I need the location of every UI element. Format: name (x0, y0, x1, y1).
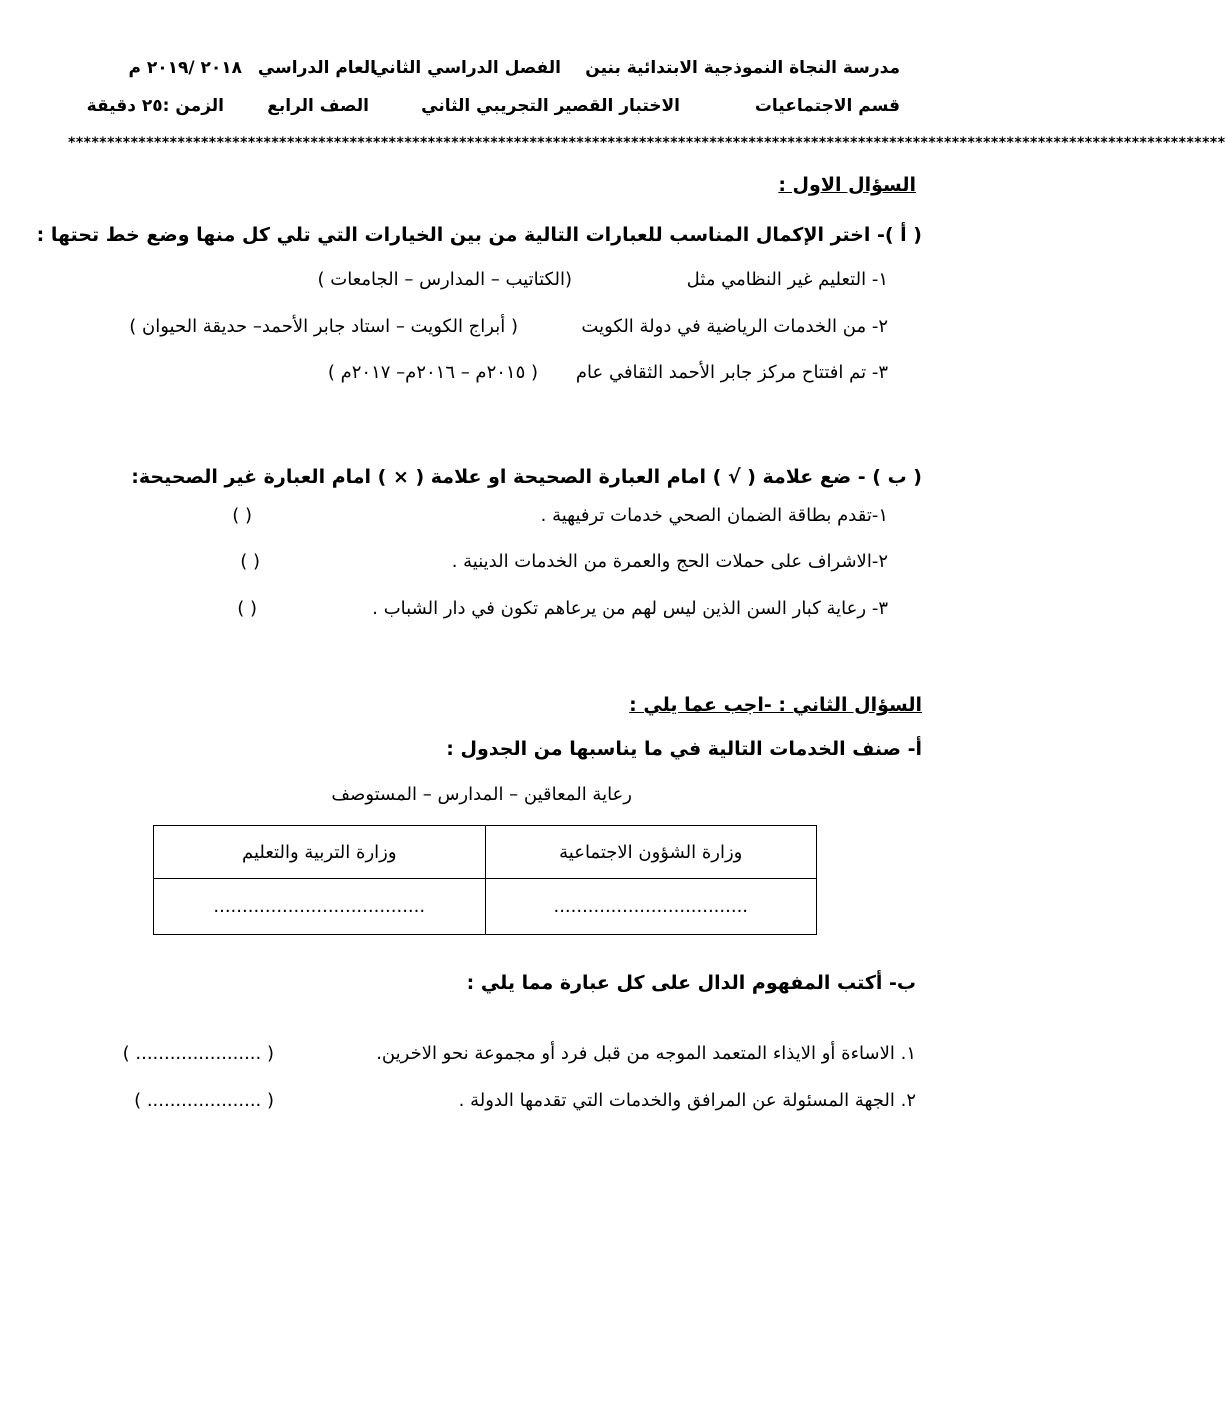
department-label: قسم الاجتماعيات (754, 96, 900, 116)
question-2-title: السؤال الثاني : -اجب عما يلي : (629, 694, 922, 716)
table-blank-social-affairs[interactable]: .................................. (485, 879, 817, 935)
question-2b-item-1: ١. الاساءة أو الايذاء المتعمد الموجه من قبل فرد أو مجموعة نحو الاخرين. (376, 1043, 916, 1064)
question-2b-item-1-answer[interactable]: ( ...................... ) (122, 1043, 274, 1064)
table-header-row (154, 826, 817, 879)
question-1a-instruction: ( أ )- اختر الإكمال المناسب للعبارات التالية من بين الخيارات التي تلي كل منها وضع خط تحتها : (36, 224, 922, 246)
question-2a-instruction: أ- صنف الخدمات التالية في ما يناسبها من الجدول : (446, 738, 922, 760)
question-1a-item-2-choices: ( أبراج الكويت – استاد جابر الأحمد– حديقة الحيوان ) (129, 316, 518, 337)
school-name: مدرسة النجاة النموذجية الابتدائية بنين (585, 58, 900, 78)
year-label: العام الدراسي (257, 58, 376, 78)
question-1a-item-1-choices: (الكتاتيب – المدارس – الجامعات ) (317, 269, 572, 290)
question-1-title: السؤال الاول : (778, 174, 916, 196)
table-blank-education[interactable]: ..................................... (154, 879, 486, 935)
question-2b-instruction: ب- أكتب المفهوم الدال على كل عبارة مما يلي : (466, 972, 916, 994)
term-label: الفصل الدراسي الثاني (372, 58, 561, 78)
separator-line: **************************************************************************************************************************************************** (68, 135, 1226, 151)
time-label: الزمن :٢٥ دقيقة (86, 96, 224, 116)
table-answer-row (154, 879, 817, 935)
academic-year: ٢٠١٨ /٢٠١٩ م (128, 58, 242, 78)
exam-title: الاختبار القصير التجريبي الثاني (421, 96, 680, 116)
question-1b-item-3: ٣- رعاية كبار السن الذين ليس لهم من يرعاهم تكون في دار الشباب . (372, 598, 888, 619)
question-1b-item-2: ٢-الاشراف على حملات الحج والعمرة من الخدمات الدينية . (451, 551, 888, 572)
question-1a-item-1: ١- التعليم غير النظامي مثل (686, 269, 888, 290)
question-1b-item-2-mark: ( ) (240, 551, 260, 572)
classification-table (153, 825, 817, 935)
question-1b-item-1-mark: ( ) (232, 505, 252, 526)
question-1b-item-3-mark: ( ) (237, 598, 257, 619)
question-1a-item-3-choices: ( ٢٠١٥م – ٢٠١٦م– ٢٠١٧م ) (327, 362, 538, 383)
table-header-social-affairs: وزارة الشؤون الاجتماعية (485, 826, 817, 879)
question-1a-item-3: ٣- تم افتتاح مركز جابر الأحمد الثقافي عام (575, 362, 888, 383)
grade-label: الصف الرابع (267, 96, 369, 116)
question-1a-item-2: ٢- من الخدمات الرياضية في دولة الكويت (581, 316, 888, 337)
question-1b-instruction: ( ب ) - ضع علامة ( √ ) امام العبارة الصحيحة او علامة ( × ) امام العبارة غير الصحيحة: (131, 466, 922, 488)
table-header-education: وزارة التربية والتعليم (154, 826, 486, 879)
question-2b-item-2-answer[interactable]: ( .................... ) (134, 1090, 274, 1111)
question-2a-options: رعاية المعاقين – المدارس – المستوصف (331, 784, 632, 805)
question-2b-item-2: ٢. الجهة المسئولة عن المرافق والخدمات التي تقدمها الدولة . (458, 1090, 916, 1111)
question-1b-item-1: ١-تقدم بطاقة الضمان الصحي خدمات ترفيهية . (540, 505, 888, 526)
